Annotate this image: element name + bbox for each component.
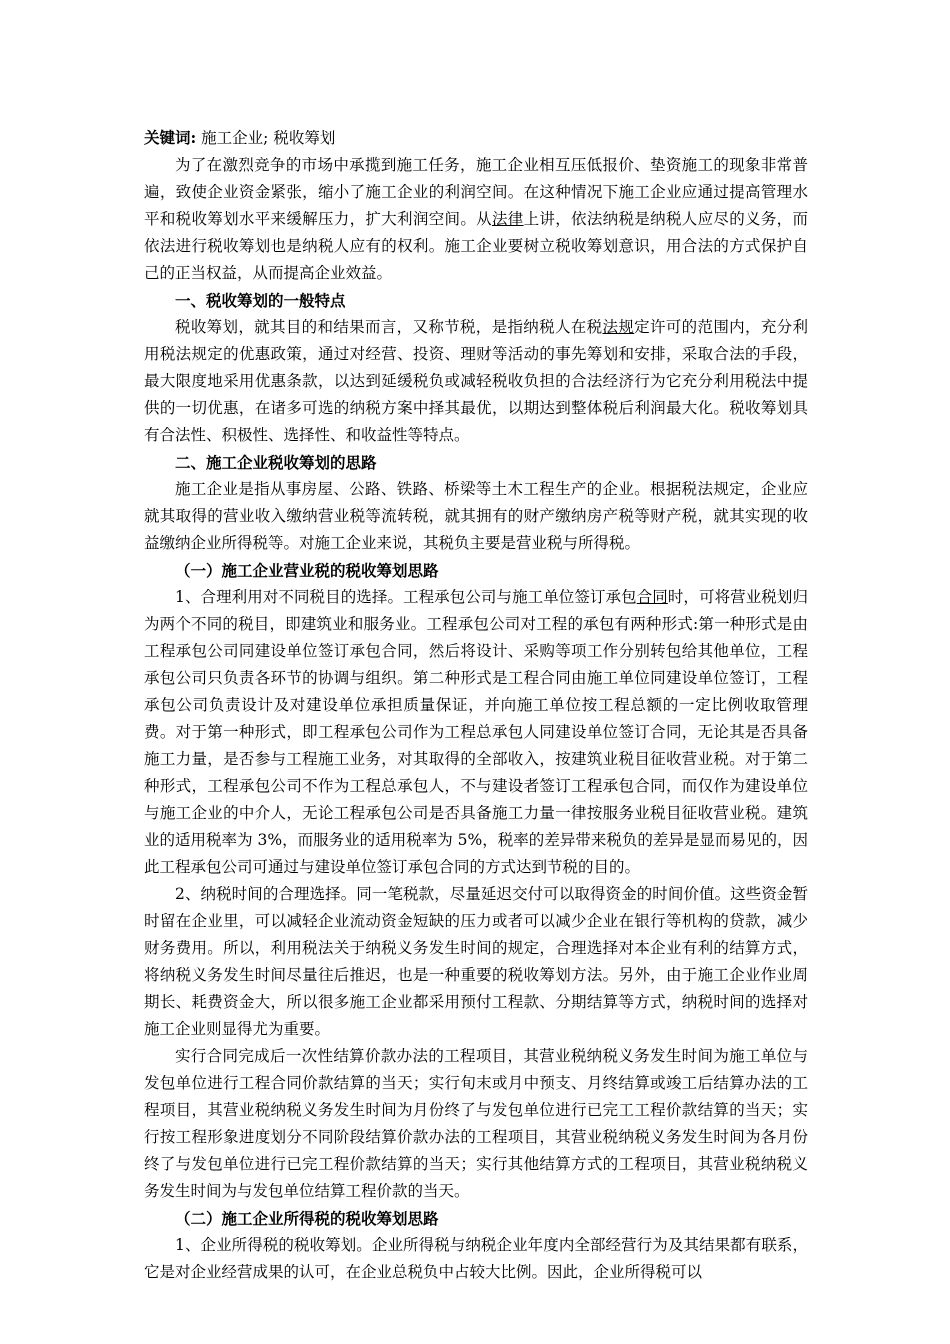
- intro-paragraph: [144, 152, 808, 287]
- sub1-item2-paragraph: 2、纳税时间的合理选择。同一笔税款，尽量延迟交付可以取得资金的时间价值。这些资金暂时留在企业里，可以减轻企业流动资金短缺的压力或者可以减少企业在银行等机构的贷款，减少财务费用。所以，利用税法关于纳税义务发生时间的规定，合理选择对本企业有利的结算方式，将纳税义务发生时间尽量往后推迟，也是一种重要的税收筹划方法。另外，由于施工企业作业周期长、耗费资金大，所以很多施工企业都采用预付工程款、分期结算等方式，纳税时间的选择对施工企业则显得尤为重要。: [144, 885, 808, 1038]
- sub1-item1-text-b: 时，可将营业税划归为两个不同的税目，即建筑业和服务业。工程承包公司对工程的承包有两种形式:第一种形式是由工程承包公司同建设单位签订承包合同，然后将设计、采购等项工作分别转包给其他单位，工程承包公司只负责各环节的协调与组织。第二种形式是工程合同由施工单位同建设单位签订，工程承包公司负责设计及对建设单位承担质量保证，并向施工单位按工程总额的一定比例收取管理费。对于第一种形式，即工程承包公司作为工程总承包人同建设单位签订合同，无论其是否具备施工力量，是否参与工程施工业务，对其取得的全部收入，按建筑业税目征收营业税。对于第二种形式，工程承包公司不作为工程总承包人，不与建设者签订工程承包合同，而仅作为建设单位与施工企业的中介人，无论工程承包公司是否具备施工力量一律按服务业税目征收营业税。建筑业的适用税率为 3%，而服务业的适用税率为 5%，税率的差异带来税负的差异是显而易见的，因此工程承包公司可通过与建设单位签订承包合同的方式达到节税的目的。: [144, 588, 808, 876]
- sub2-item1-paragraph: 1、企业所得税的税收筹划。企业所得税与纳税企业年度内全部经营行为及其结果都有联系，它是对企业经营成果的认可，在企业总税负中占较大比例。因此，企业所得税可以: [144, 1236, 808, 1281]
- section1-text-b: 定许可的范围内，充分利用税法规定的优惠政策，通过对经营、投资、理财等活动的事先筹划和安排，采取合法的手段，最大限度地采用优惠条款，以达到延缓税负或减轻税收负担的合法经济行为它充分利用税法中提供的一切优惠，在诸多可选的纳税方案中择其最优，以期达到整体税后利润最大化。税收筹划具有合法性、积极性、选择性、和收益性等特点。: [144, 318, 808, 444]
- section1-heading: 一、税收筹划的一般特点: [175, 291, 346, 310]
- regulation-link[interactable]: 法规: [602, 318, 635, 336]
- contract-link[interactable]: 合同: [636, 588, 668, 606]
- section1-paragraph: [144, 314, 808, 449]
- section2-paragraph: 施工企业是指从事房屋、公路、铁路、桥梁等土木工程生产的企业。根据税法规定，企业应就其取得的营业收入缴纳营业税等流转税，就其拥有的财产缴纳房产税等财产税，就其实现的收益缴纳企业所得税等。对施工企业来说，其税负主要是营业税与所得税。: [144, 480, 808, 552]
- sub2-heading: （二）施工企业所得税的税收筹划思路: [175, 1209, 439, 1228]
- intro-text-a: 为了在激烈竞争的市场中承揽到施工任务，施工企业相互压低报价、垫资施工的现象非常普遍，致使企业资金紧张，缩小了施工企业的利润空间。在这种情况下施工企业应通过提高管理水平和税收筹划水平来缓解压力，扩大利润空间。从: [144, 156, 808, 228]
- document-page: [144, 124, 808, 1286]
- sub1-item1-text-a: 1、合理利用对不同税目的选择。工程承包公司与施工单位签订承包: [175, 588, 637, 606]
- keywords-value: 施工企业; 税收筹划: [201, 129, 336, 147]
- sub1-item1-paragraph: [144, 584, 808, 881]
- sub1-heading: （一）施工企业营业税的税收筹划思路: [175, 561, 439, 580]
- keywords-label: 关键词:: [144, 128, 197, 147]
- keywords-line: [144, 124, 808, 152]
- law-link[interactable]: 法律: [491, 210, 524, 228]
- sub1-item3-paragraph: 实行合同完成后一次性结算价款办法的工程项目，其营业税纳税义务发生时间为施工单位与发包单位进行工程合同价款结算的当天；实行旬末或月中预支、月终结算或竣工后结算办法的工程项目，其营业税纳税义务发生时间为月份终了与发包单位进行已完工工程价款结算的当天；实行按工程形象进度划分不同阶段结算价款办法的工程项目，其营业税纳税义务发生时间为各月份终了与发包单位进行已完工程价款结算的当天；实行其他结算方式的工程项目，其营业税纳税义务发生时间为与发包单位结算工程价款的当天。: [144, 1047, 808, 1200]
- section2-heading: 二、施工企业税收筹划的思路: [175, 453, 377, 472]
- section1-text-a: 税收筹划，就其目的和结果而言，又称节税，是指纳税人在税: [175, 318, 603, 336]
- intro-text-b: 上讲，依法纳税是纳税人应尽的义务，而依法进行税收筹划也是纳税人应有的权利。施工企业要树立税收筹划意识，用合法的方式保护自己的正当权益，从而提高企业效益。: [144, 210, 808, 282]
